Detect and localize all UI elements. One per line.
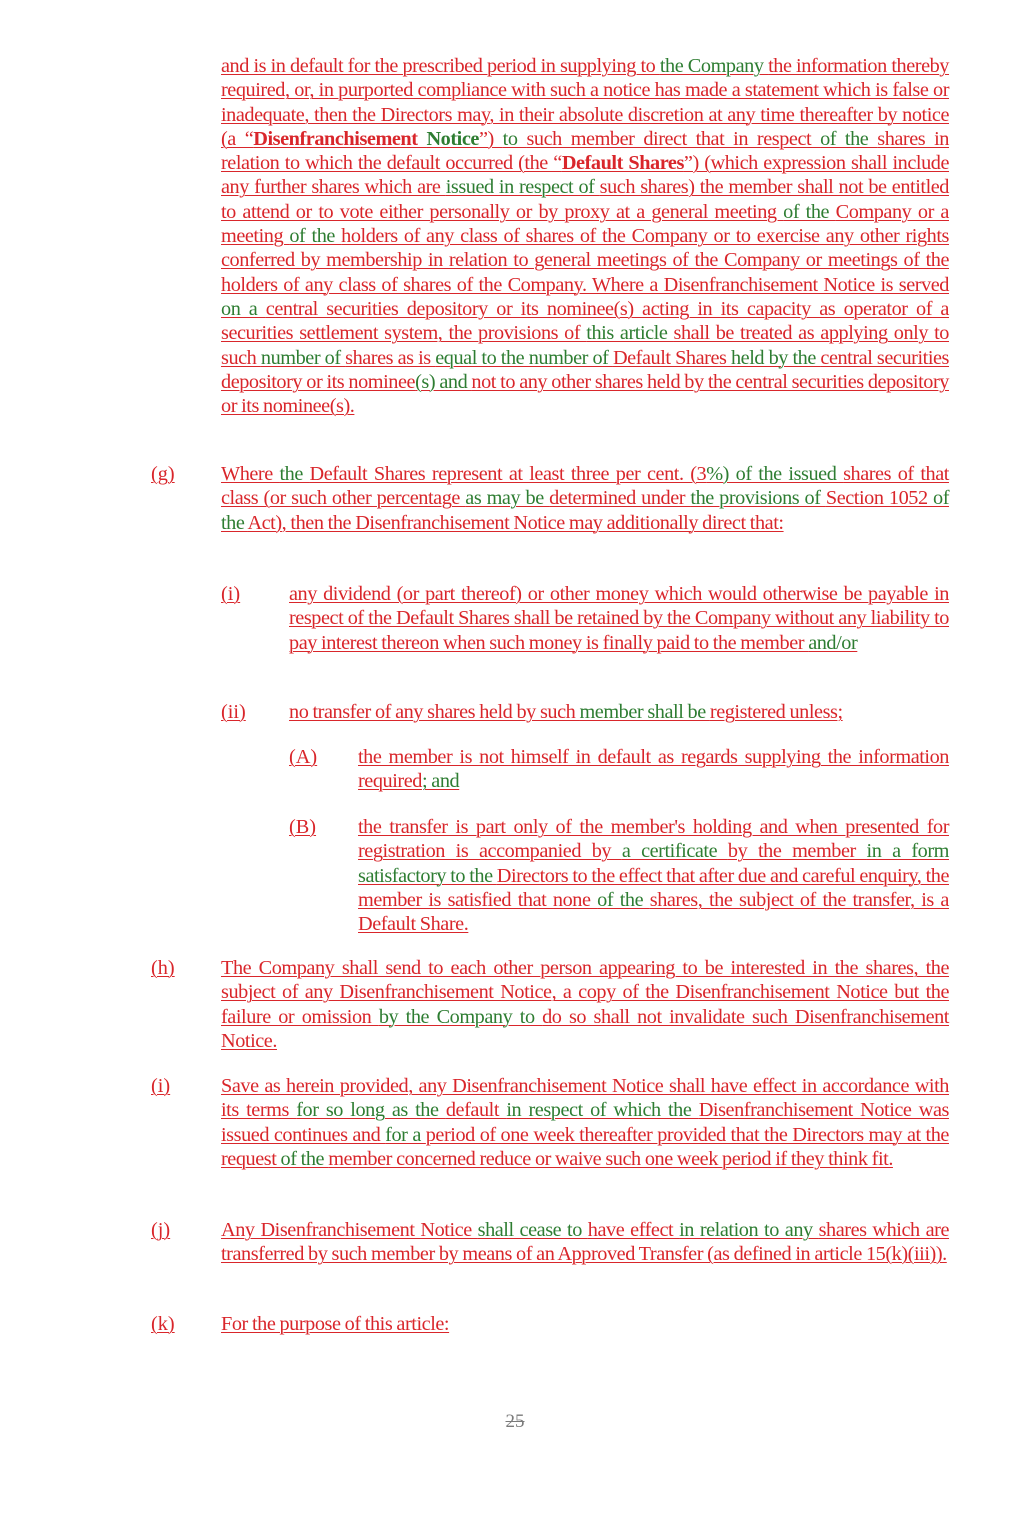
sub-clause-i bbox=[289, 582, 949, 655]
text: the information thereby required, or, in purported compliance with such a notice has made a statement which is false or inadequate, then the Directors may, in their absolute discretion at any time thereafter by notice (a “ bbox=[221, 55, 950, 150]
text: the member is not himself in default as regards supplying the information required bbox=[358, 746, 949, 793]
text: the transfer is part only of the member's holding and when presented for registration is accompanied by bbox=[358, 816, 949, 863]
text: have effect bbox=[587, 1219, 680, 1241]
clause-label-i: (i) bbox=[151, 1075, 171, 1097]
clause-k bbox=[221, 1312, 949, 1336]
text: ”) bbox=[478, 127, 503, 150]
sub-clause-ii bbox=[289, 700, 949, 724]
inserted-text: on a bbox=[221, 297, 266, 320]
inserted-text: number of bbox=[260, 346, 346, 369]
inserted-text: the Company bbox=[659, 55, 769, 77]
text: Section 1052 bbox=[825, 487, 933, 510]
text: and is in default for the prescribed period in supplying to bbox=[221, 55, 660, 77]
text: shares of that class (or such other percentage bbox=[221, 463, 949, 510]
inserted-text: by the Company to bbox=[378, 1005, 543, 1028]
text: by the member bbox=[727, 840, 867, 863]
inserted-text: for a bbox=[385, 1123, 426, 1146]
inserted-text: for so long as the bbox=[296, 1099, 446, 1122]
defined-term: Default Shares bbox=[561, 152, 684, 175]
text: Act), then the Disenfranchisement Notice may additionally direct that: bbox=[247, 511, 784, 534]
sub-item-label-A: (A) bbox=[289, 746, 318, 768]
text: ”) (which expression shall include any further shares which are bbox=[221, 152, 950, 199]
inserted-text: held by the bbox=[730, 346, 821, 369]
text: Directors to the effect that after due and careful enquiry, the member is satisfied that none bbox=[358, 864, 949, 911]
text: no transfer of any shares held by such bbox=[289, 701, 580, 723]
inserted-text: of the bbox=[783, 200, 836, 223]
inserted-text: in respect of which the bbox=[506, 1099, 699, 1122]
inserted-text: in a form satisfactory to the bbox=[358, 840, 949, 887]
text: shares as is bbox=[345, 346, 436, 369]
text: Where bbox=[221, 463, 280, 485]
inserted-text: this article bbox=[586, 322, 674, 345]
page-number: 25 bbox=[505, 1411, 525, 1432]
inserted-text: of the bbox=[820, 127, 878, 150]
text: do so shall not invalidate such Disenfranchisement Notice. bbox=[221, 1005, 949, 1052]
clause-j bbox=[221, 1218, 949, 1267]
inserted-text: the provisions of bbox=[690, 487, 826, 510]
text: Any Disenfranchisement Notice bbox=[221, 1219, 478, 1241]
sub-clause-label-i: (i) bbox=[221, 583, 241, 605]
text: Save as herein provided, any Disenfranchisement Notice shall have effect in accordance with its terms bbox=[221, 1075, 949, 1122]
text: Default Shares represent at least three per cent. (3 bbox=[309, 463, 707, 485]
text: default bbox=[445, 1099, 507, 1122]
text: not to any other shares held by the central securities depository or its nominee(s). bbox=[221, 370, 949, 418]
text: shares, the subject of the transfer, is a Default Share. bbox=[358, 888, 949, 936]
text: The Company shall send to each other person appearing to be interested in the shares, the subject of any Disenfranchisement Notice, a copy of the Disenfranchisement Notice but the failure or omission bbox=[221, 957, 949, 1028]
paragraph-continuation bbox=[221, 54, 949, 418]
defined-term: Disenfranchisement bbox=[253, 127, 427, 150]
text: shares which are transferred by such member by means of an Approved Transfer (as defined in article 15(k)(iii)). bbox=[221, 1219, 950, 1266]
clause-h bbox=[221, 956, 949, 1053]
clause-label-g: (g) bbox=[151, 463, 175, 485]
sub-item-A bbox=[358, 745, 949, 794]
text: shall be treated as applying only to such bbox=[221, 322, 949, 369]
clause-g bbox=[221, 462, 949, 535]
text: central securities depository or its nominee bbox=[221, 346, 949, 393]
text: any dividend (or part thereof) or other money which would otherwise be payable in respect of the Default Shares shall be retained by the Company without any liability to pay interest thereon when such money is finally paid to the member bbox=[289, 583, 949, 654]
inserted-text: the bbox=[279, 463, 310, 485]
inserted-text: of the bbox=[289, 225, 342, 248]
inserted-text: equal to the number of bbox=[435, 346, 613, 369]
inserted-text: in relation to any bbox=[679, 1219, 819, 1241]
inserted-text: %) of the issued bbox=[706, 463, 844, 485]
text: member concerned reduce or waive such one week period if they think fit. bbox=[328, 1147, 893, 1170]
text: Company or a meeting bbox=[221, 200, 949, 248]
inserted-text: as may be bbox=[465, 487, 550, 510]
inserted-text: of the bbox=[597, 888, 650, 911]
clause-i bbox=[221, 1074, 949, 1171]
inserted-text: and/or bbox=[808, 631, 858, 654]
inserted-defined-term: Notice bbox=[426, 127, 479, 150]
sub-item-label-B: (B) bbox=[289, 816, 317, 838]
inserted-text: to bbox=[502, 127, 527, 150]
sub-clause-label-ii: (ii) bbox=[221, 701, 246, 723]
inserted-text: a certificate bbox=[621, 840, 728, 863]
clause-label-h: (h) bbox=[151, 957, 175, 979]
inserted-text: of the bbox=[221, 487, 949, 534]
inserted-text: shall cease to bbox=[477, 1219, 588, 1241]
inserted-text: (s) and bbox=[415, 370, 472, 393]
text: period of one week thereafter provided that the Directors may at the request bbox=[221, 1123, 949, 1170]
text: determined under bbox=[549, 487, 691, 510]
text: such member direct that in respect bbox=[526, 127, 821, 150]
text: For the purpose of this article: bbox=[221, 1313, 450, 1335]
clause-label-k: (k) bbox=[151, 1313, 175, 1335]
inserted-text: issued in respect of bbox=[445, 176, 600, 199]
text: registered unless; bbox=[709, 701, 843, 723]
text: Default Shares bbox=[612, 346, 731, 369]
text: shares in relation to which the default occurred (the “ bbox=[221, 127, 949, 175]
inserted-text: of the bbox=[280, 1147, 329, 1170]
inserted-text: ; and bbox=[421, 770, 460, 793]
clause-label-j: (j) bbox=[151, 1219, 171, 1241]
text: holders of any class of shares of the Company or to exercise any other rights conferred by membership in relation to general meetings of the Company or meetings of the holders of any class of shares of the Company. Where a Disenfranchisement Notice is served bbox=[221, 225, 949, 296]
text: central securities depository or its nominee(s) acting in its capacity as operator of a securities settlement system, the provisions of bbox=[221, 297, 949, 345]
inserted-text: member shall be bbox=[579, 701, 710, 723]
text: Disenfranchisement Notice was issued continues and bbox=[221, 1099, 949, 1146]
sub-item-B bbox=[358, 815, 949, 936]
text: such shares) the member shall not be entitled to attend or to vote either personally or by proxy at a general meeting bbox=[221, 176, 949, 223]
